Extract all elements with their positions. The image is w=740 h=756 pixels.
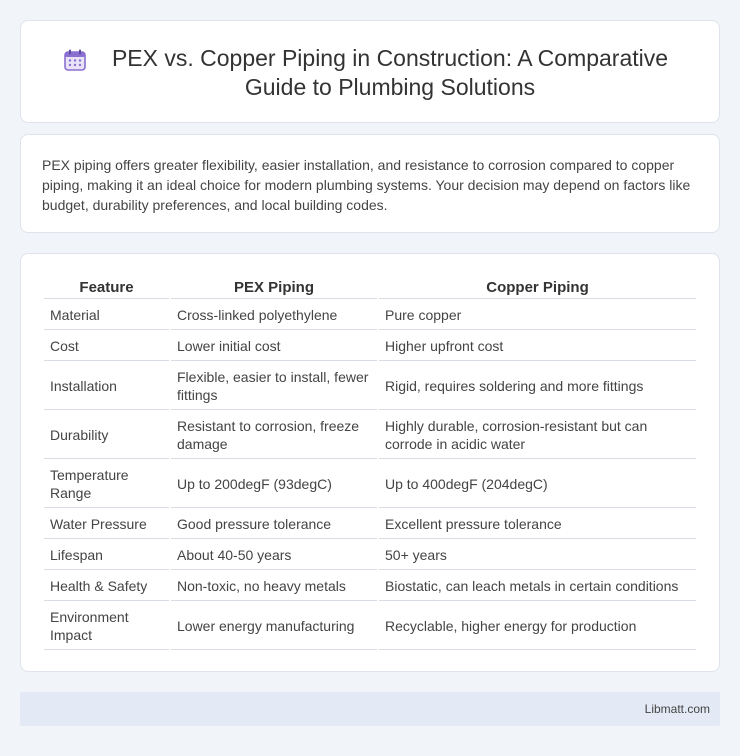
table-row — [44, 603, 696, 650]
table-row — [44, 461, 696, 508]
feature-cell: Health & Safety — [44, 572, 169, 601]
table-row — [44, 510, 696, 539]
pex-cell: Lower energy manufacturing — [171, 603, 377, 650]
copper-cell: 50+ years — [379, 541, 696, 570]
copper-cell: Biostatic, can leach metals in certain conditions — [379, 572, 696, 601]
column-header-pex: PEX Piping — [171, 276, 377, 299]
page-title: PEX vs. Copper Piping in Construction: A Comparative Guide to Plumbing Solutions — [111, 45, 669, 100]
pex-cell: Resistant to corrosion, freeze damage — [171, 412, 377, 459]
copper-cell: Higher upfront cost — [379, 332, 696, 361]
copper-cell: Excellent pressure tolerance — [379, 510, 696, 539]
copper-cell: Rigid, requires soldering and more fittings — [379, 363, 696, 410]
pex-cell: Non-toxic, no heavy metals — [171, 572, 377, 601]
table-row — [44, 332, 696, 361]
feature-cell: Cost — [44, 332, 169, 361]
feature-cell: Durability — [44, 412, 169, 459]
feature-cell: Installation — [44, 363, 169, 410]
table-row — [44, 412, 696, 459]
table-header-row — [44, 276, 696, 299]
pex-cell: Good pressure tolerance — [171, 510, 377, 539]
pex-cell: About 40-50 years — [171, 541, 377, 570]
summary-text: PEX piping offers greater flexibility, easier installation, and resistance to corrosion compared to copper piping, making it an ideal choice for modern plumbing systems. Your decision may depend on factors like budget, durability preferences, and local building codes. — [42, 157, 691, 213]
copper-cell: Recyclable, higher energy for production — [379, 603, 696, 650]
table-row — [44, 541, 696, 570]
pex-cell: Up to 200degF (93degC) — [171, 461, 377, 508]
table-row — [44, 572, 696, 601]
copper-cell: Up to 400degF (204degC) — [379, 461, 696, 508]
feature-cell: Material — [44, 301, 169, 330]
copper-cell: Pure copper — [379, 301, 696, 330]
summary-card — [20, 134, 720, 233]
feature-cell: Temperature Range — [44, 461, 169, 508]
table-row — [44, 363, 696, 410]
feature-cell: Lifespan — [44, 541, 169, 570]
pex-cell: Cross-linked polyethylene — [171, 301, 377, 330]
pex-cell: Flexible, easier to install, fewer fittings — [171, 363, 377, 410]
footer — [20, 692, 720, 726]
title-card — [20, 20, 720, 123]
column-header-copper: Copper Piping — [379, 276, 696, 299]
table-row — [44, 301, 696, 330]
pex-cell: Lower initial cost — [171, 332, 377, 361]
copper-cell: Highly durable, corrosion-resistant but can corrode in acidic water — [379, 412, 696, 459]
footer-brand: Libmatt.com — [644, 702, 710, 716]
comparison-table — [42, 274, 698, 652]
feature-cell: Water Pressure — [44, 510, 169, 539]
feature-cell: Environment Impact — [44, 603, 169, 650]
comparison-card — [20, 253, 720, 672]
column-header-feature: Feature — [44, 276, 169, 299]
